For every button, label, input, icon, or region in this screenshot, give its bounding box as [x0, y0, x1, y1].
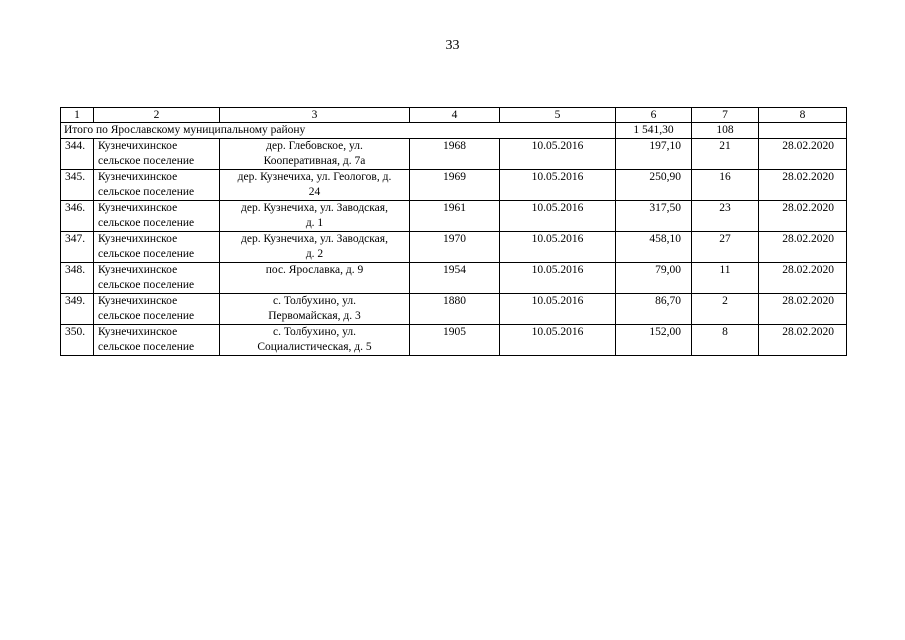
address-line: пос. Ярославка, д. 9: [265, 264, 364, 276]
settlement-line: Кузнечихинское: [98, 326, 178, 338]
year-cell: 1969: [410, 170, 500, 201]
address-cell: [220, 294, 410, 325]
settlement-line: сельское поселение: [98, 341, 195, 353]
date-cell: 10.05.2016: [500, 232, 616, 263]
column-number: 4: [410, 108, 500, 123]
column-number-row: [61, 108, 847, 123]
table-row: [61, 325, 847, 356]
address-cell: [220, 325, 410, 356]
year-cell: 1961: [410, 201, 500, 232]
address-line: дер. Кузнечиха, ул. Геологов, д.: [237, 171, 392, 183]
settlement-line: сельское поселение: [98, 310, 195, 322]
column-number: 7: [692, 108, 759, 123]
address-line: дер. Глебовское, ул.: [266, 140, 363, 152]
column-number: 6: [616, 108, 692, 123]
settlement-line: сельское поселение: [98, 186, 195, 198]
column-number: 8: [759, 108, 847, 123]
term-date-cell: 28.02.2020: [759, 263, 847, 294]
resident-count-cell: 21: [692, 139, 759, 170]
date-cell: 10.05.2016: [500, 325, 616, 356]
column-number: 1: [61, 108, 94, 123]
column-number: 3: [220, 108, 410, 123]
address-line: с. Толбухино, ул.: [273, 295, 356, 307]
area-cell: 250,90: [616, 170, 692, 201]
resident-count-cell: 23: [692, 201, 759, 232]
settlement-line: Кузнечихинское: [98, 171, 178, 183]
year-cell: 1880: [410, 294, 500, 325]
date-cell: 10.05.2016: [500, 170, 616, 201]
address-line: 24: [308, 186, 321, 198]
settlement-line: Кузнечихинское: [98, 202, 178, 214]
year-cell: 1954: [410, 263, 500, 294]
column-number: 2: [94, 108, 220, 123]
address-line: Кооперативная, д. 7а: [263, 155, 366, 167]
term-date-cell: 28.02.2020: [759, 325, 847, 356]
total-empty-cell: [759, 123, 847, 139]
settlement-line: Кузнечихинское: [98, 295, 178, 307]
date-cell: 10.05.2016: [500, 294, 616, 325]
resident-count-cell: 11: [692, 263, 759, 294]
area-cell: 197,10: [616, 139, 692, 170]
year-cell: 1970: [410, 232, 500, 263]
term-date-cell: 28.02.2020: [759, 232, 847, 263]
total-count: 108: [692, 123, 759, 139]
resident-count-cell: 27: [692, 232, 759, 263]
term-date-cell: 28.02.2020: [759, 139, 847, 170]
page-number: 33: [445, 38, 460, 53]
settlement-line: Кузнечихинское: [98, 140, 178, 152]
year-cell: 1905: [410, 325, 500, 356]
address-line: с. Толбухино, ул.: [273, 326, 356, 338]
area-cell: 458,10: [616, 232, 692, 263]
row-number-cell: 347.: [61, 232, 94, 263]
settlement-cell: [94, 170, 220, 201]
term-date-cell: 28.02.2020: [759, 201, 847, 232]
address-cell: [220, 263, 410, 294]
settlement-line: сельское поселение: [98, 155, 195, 167]
row-number-cell: 344.: [61, 139, 94, 170]
row-number-cell: 346.: [61, 201, 94, 232]
address-cell: [220, 232, 410, 263]
table-row: [61, 201, 847, 232]
year-cell: 1968: [410, 139, 500, 170]
address-line: дер. Кузнечиха, ул. Заводская,: [241, 202, 388, 214]
address-line: д. 1: [305, 217, 324, 229]
row-number-cell: 348.: [61, 263, 94, 294]
address-cell: [220, 201, 410, 232]
area-cell: 79,00: [616, 263, 692, 294]
resident-count-cell: 8: [692, 325, 759, 356]
table-row: [61, 294, 847, 325]
date-cell: 10.05.2016: [500, 263, 616, 294]
settlement-cell: [94, 294, 220, 325]
settlement-line: Кузнечихинское: [98, 264, 178, 276]
settlement-line: сельское поселение: [98, 248, 195, 260]
resident-count-cell: 2: [692, 294, 759, 325]
total-area: 1 541,30: [616, 123, 692, 139]
address-cell: [220, 139, 410, 170]
settlement-line: Кузнечихинское: [98, 233, 178, 245]
settlement-cell: [94, 139, 220, 170]
table-body: [61, 108, 847, 356]
address-line: д. 2: [305, 248, 324, 260]
settlement-cell: [94, 263, 220, 294]
register-table: [60, 107, 847, 356]
address-line: Первомайская, д. 3: [268, 310, 361, 322]
address-line: Социалистическая, д. 5: [257, 341, 372, 353]
term-date-cell: 28.02.2020: [759, 294, 847, 325]
table-row: [61, 139, 847, 170]
table-row: [61, 232, 847, 263]
area-cell: 152,00: [616, 325, 692, 356]
total-label: Итого по Ярославскому муниципальному району: [61, 123, 616, 139]
settlement-cell: [94, 232, 220, 263]
address-cell: [220, 170, 410, 201]
settlement-line: сельское поселение: [98, 279, 195, 291]
row-number-cell: 350.: [61, 325, 94, 356]
row-number-cell: 349.: [61, 294, 94, 325]
settlement-cell: [94, 325, 220, 356]
date-cell: 10.05.2016: [500, 201, 616, 232]
table-row: [61, 170, 847, 201]
total-row: [61, 123, 847, 139]
area-cell: 86,70: [616, 294, 692, 325]
settlement-cell: [94, 201, 220, 232]
column-number: 5: [500, 108, 616, 123]
resident-count-cell: 16: [692, 170, 759, 201]
date-cell: 10.05.2016: [500, 139, 616, 170]
address-line: дер. Кузнечиха, ул. Заводская,: [241, 233, 388, 245]
row-number-cell: 345.: [61, 170, 94, 201]
area-cell: 317,50: [616, 201, 692, 232]
settlement-line: сельское поселение: [98, 217, 195, 229]
table-row: [61, 263, 847, 294]
term-date-cell: 28.02.2020: [759, 170, 847, 201]
